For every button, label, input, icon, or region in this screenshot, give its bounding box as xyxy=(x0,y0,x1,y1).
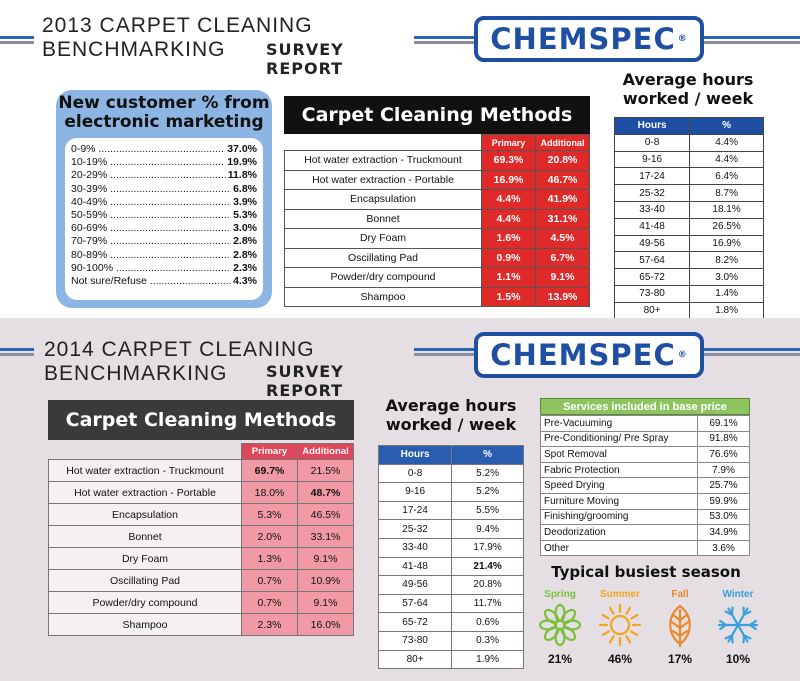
table-row xyxy=(285,170,590,190)
primary-value: 0.9% xyxy=(482,248,536,268)
range-label: Not sure/Refuse ..... xyxy=(71,275,231,288)
primary-value: 5.3% xyxy=(242,504,298,526)
method-name: Dry Foam xyxy=(49,548,242,570)
list-item xyxy=(71,183,257,196)
additional-value: 13.9% xyxy=(536,287,590,307)
title-box xyxy=(34,8,414,78)
hours-range: 17-24 xyxy=(379,501,452,520)
additional-value: 9.1% xyxy=(298,592,354,614)
hours-pct: 3.0% xyxy=(690,269,764,286)
additional-value: 46.7% xyxy=(536,170,590,190)
range-label: 90-100% ..... xyxy=(71,262,231,275)
range-value: 2.8% xyxy=(233,248,257,261)
table-row xyxy=(541,447,750,463)
col-hours: Hours xyxy=(379,446,452,465)
busiest-season-title: Typical busiest season xyxy=(551,563,741,581)
season-name: Summer xyxy=(599,589,640,600)
col-pct: % xyxy=(452,446,524,465)
report-title: 2014 CARPET CLEANING BENCHMARKING xyxy=(44,338,315,385)
method-name: Hot water extraction - Portable xyxy=(285,170,482,190)
season-summer xyxy=(592,589,648,666)
range-value: 5.3% xyxy=(233,209,257,222)
hours-pct: 5.2% xyxy=(452,464,524,483)
service-name: Speed Drying xyxy=(541,478,698,494)
hours-pct: 0.3% xyxy=(452,631,524,650)
hours-table-2013 xyxy=(614,117,764,320)
table-row xyxy=(615,285,764,302)
primary-value: 69.3% xyxy=(482,151,536,171)
services-table xyxy=(540,415,750,556)
hours-range: 57-64 xyxy=(615,252,690,269)
col-primary: Primary xyxy=(242,444,298,460)
col-pct: % xyxy=(690,118,764,135)
additional-value: 31.1% xyxy=(536,209,590,229)
range-value: 3.9% xyxy=(233,195,257,208)
table-row xyxy=(541,493,750,509)
list-item xyxy=(71,196,257,209)
col-primary: Primary xyxy=(482,135,536,151)
hours-range: 25-32 xyxy=(615,185,690,202)
table-row xyxy=(49,592,354,614)
hours-range: 33-40 xyxy=(379,538,452,557)
additional-value: 46.5% xyxy=(298,504,354,526)
table-row xyxy=(379,464,524,483)
method-name: Powder/dry compound xyxy=(285,268,482,288)
hours-pct: 0.6% xyxy=(452,613,524,632)
hours-range: 49-56 xyxy=(379,576,452,595)
registered-mark: ® xyxy=(677,34,688,44)
range-label: 50-59% ..... xyxy=(71,209,231,222)
new-customer-title: New customer % from electronic marketing xyxy=(58,93,270,132)
table-row xyxy=(615,168,764,185)
service-name: Deodorization xyxy=(541,525,698,541)
hours-pct: 5.2% xyxy=(452,483,524,502)
primary-value: 1.6% xyxy=(482,229,536,249)
method-name: Hot water extraction - Truckmount xyxy=(49,460,242,482)
additional-value: 9.1% xyxy=(536,268,590,288)
table-row xyxy=(541,462,750,478)
range-value: 19.9% xyxy=(227,156,257,169)
table-header-row xyxy=(285,135,590,151)
hours-range: 9-16 xyxy=(615,151,690,168)
table-row xyxy=(379,483,524,502)
chemspec-logo xyxy=(474,332,704,378)
table-row xyxy=(49,482,354,504)
primary-value: 4.4% xyxy=(482,209,536,229)
table-row xyxy=(541,416,750,432)
hours-title: Average hours worked / week xyxy=(385,396,517,434)
report-title: 2013 CARPET CLEANING BENCHMARKING xyxy=(42,14,313,61)
table-row xyxy=(49,526,354,548)
season-pct: 21% xyxy=(547,652,573,666)
table-row xyxy=(49,548,354,570)
hours-pct: 1.9% xyxy=(452,650,524,669)
service-value: 34.9% xyxy=(698,525,750,541)
hours-pct: 9.4% xyxy=(452,520,524,539)
services-title: Services included in base price xyxy=(540,398,750,415)
service-name: Fabric Protection xyxy=(541,462,698,478)
additional-value: 33.1% xyxy=(298,526,354,548)
season-fall xyxy=(652,589,708,666)
list-item xyxy=(71,275,257,288)
methods-title: Carpet Cleaning Methods xyxy=(48,400,354,440)
hours-pct: 4.4% xyxy=(690,134,764,151)
additional-value: 9.1% xyxy=(298,548,354,570)
service-name: Pre-Vacuuming xyxy=(541,416,698,432)
table-row xyxy=(541,478,750,494)
methods-table xyxy=(284,134,590,307)
sun-icon xyxy=(597,602,643,648)
service-value: 3.6% xyxy=(698,540,750,556)
range-value: 11.8% xyxy=(227,169,257,182)
chemspec-logo xyxy=(474,16,704,62)
additional-value: 41.9% xyxy=(536,190,590,210)
table-row xyxy=(615,134,764,151)
season-pct: 10% xyxy=(725,652,751,666)
range-value: 4.3% xyxy=(233,275,257,288)
primary-value: 0.7% xyxy=(242,592,298,614)
table-header-row xyxy=(49,444,354,460)
hours-range: 41-48 xyxy=(379,557,452,576)
primary-value: 1.1% xyxy=(482,268,536,288)
report-subtitle: SURVEY REPORT xyxy=(266,40,344,78)
hours-range: 57-64 xyxy=(379,594,452,613)
list-item xyxy=(71,222,257,235)
table-row xyxy=(379,650,524,669)
service-value: 7.9% xyxy=(698,462,750,478)
range-label: 20-29% ..... xyxy=(71,169,226,182)
table-row xyxy=(541,540,750,556)
hours-pct: 8.7% xyxy=(690,185,764,202)
hours-range: 25-32 xyxy=(379,520,452,539)
table-row xyxy=(379,538,524,557)
hours-range: 73-80 xyxy=(615,285,690,302)
table-row xyxy=(615,185,764,202)
method-name: Dry Foam xyxy=(285,229,482,249)
service-value: 69.1% xyxy=(698,416,750,432)
hours-range: 65-72 xyxy=(379,613,452,632)
additional-value: 6.7% xyxy=(536,248,590,268)
hours-pct: 18.1% xyxy=(690,201,764,218)
hours-pct: 1.4% xyxy=(690,285,764,302)
primary-value: 1.3% xyxy=(242,548,298,570)
range-label: 60-69% ..... xyxy=(71,222,231,235)
table-row xyxy=(615,269,764,286)
table-row xyxy=(615,235,764,252)
table-row xyxy=(285,209,590,229)
service-name: Spot Removal xyxy=(541,447,698,463)
hours-range: 17-24 xyxy=(615,168,690,185)
hours-range: 33-40 xyxy=(615,201,690,218)
table-row xyxy=(285,190,590,210)
table-row xyxy=(379,631,524,650)
table-row xyxy=(615,252,764,269)
table-row xyxy=(615,151,764,168)
hours-pct: 17.9% xyxy=(452,538,524,557)
additional-value: 4.5% xyxy=(536,229,590,249)
table-row xyxy=(541,509,750,525)
method-name: Shampoo xyxy=(49,614,242,636)
hours-range: 41-48 xyxy=(615,218,690,235)
range-value: 6.8% xyxy=(233,182,257,195)
leaf-icon xyxy=(657,602,703,648)
method-name: Oscillating Pad xyxy=(49,570,242,592)
range-label: 80-89% ..... xyxy=(71,249,231,262)
service-value: 91.8% xyxy=(698,431,750,447)
range-label: 0-9% ..... xyxy=(71,143,225,156)
method-name: Shampoo xyxy=(285,287,482,307)
season-pct: 17% xyxy=(667,652,693,666)
hours-pct: 21.4% xyxy=(452,557,524,576)
table-row xyxy=(379,501,524,520)
table-row xyxy=(285,229,590,249)
list-item xyxy=(71,249,257,262)
table-row xyxy=(615,218,764,235)
list-item xyxy=(71,209,257,222)
hours-range: 73-80 xyxy=(379,631,452,650)
additional-value: 10.9% xyxy=(298,570,354,592)
methods-title: Carpet Cleaning Methods xyxy=(284,96,590,134)
season-name: Winter xyxy=(722,589,754,600)
table-row xyxy=(49,614,354,636)
hours-pct: 1.8% xyxy=(690,302,764,319)
service-name: Other xyxy=(541,540,698,556)
new-customer-list xyxy=(65,138,263,300)
table-row xyxy=(379,557,524,576)
primary-value: 4.4% xyxy=(482,190,536,210)
service-value: 25.7% xyxy=(698,478,750,494)
title-box xyxy=(34,324,414,400)
list-item xyxy=(71,262,257,275)
list-item xyxy=(71,169,257,182)
service-name: Finishing/grooming xyxy=(541,509,698,525)
primary-value: 18.0% xyxy=(242,482,298,504)
method-name: Oscillating Pad xyxy=(285,248,482,268)
table-row xyxy=(285,287,590,307)
report-2013 xyxy=(0,0,800,320)
snowflake-icon xyxy=(715,602,761,648)
list-item xyxy=(71,235,257,248)
col-additional: Additional xyxy=(298,444,354,460)
table-row xyxy=(379,520,524,539)
season-pct: 46% xyxy=(607,652,633,666)
range-label: 10-19% ..... xyxy=(71,156,225,169)
service-name: Furniture Moving xyxy=(541,493,698,509)
method-name: Encapsulation xyxy=(49,504,242,526)
hours-pct: 16.9% xyxy=(690,235,764,252)
table-row xyxy=(49,504,354,526)
table-header-row xyxy=(379,446,524,465)
method-name: Bonnet xyxy=(49,526,242,548)
hours-pct: 11.7% xyxy=(452,594,524,613)
logo-text: CHEMSPEC xyxy=(490,22,676,56)
col-additional: Additional xyxy=(536,135,590,151)
hours-range: 0-8 xyxy=(615,134,690,151)
primary-value: 1.5% xyxy=(482,287,536,307)
hours-range: 65-72 xyxy=(615,269,690,286)
range-label: 40-49% ..... xyxy=(71,196,231,209)
season-name: Spring xyxy=(544,589,576,600)
table-row xyxy=(379,613,524,632)
hours-pct: 5.5% xyxy=(452,501,524,520)
service-value: 53.0% xyxy=(698,509,750,525)
hours-range: 80+ xyxy=(615,302,690,319)
primary-value: 2.0% xyxy=(242,526,298,548)
additional-value: 16.0% xyxy=(298,614,354,636)
hours-range: 80+ xyxy=(379,650,452,669)
range-value: 2.3% xyxy=(233,261,257,274)
table-row xyxy=(49,460,354,482)
hours-range: 9-16 xyxy=(379,483,452,502)
hours-pct: 4.4% xyxy=(690,151,764,168)
col-hours: Hours xyxy=(615,118,690,135)
table-row xyxy=(379,576,524,595)
hours-pct: 8.2% xyxy=(690,252,764,269)
season-name: Fall xyxy=(671,589,689,600)
services-panel xyxy=(540,398,750,556)
hours-title: Average hours worked / week xyxy=(622,70,754,108)
hours-pct: 26.5% xyxy=(690,218,764,235)
hours-range: 49-56 xyxy=(615,235,690,252)
list-item xyxy=(71,156,257,169)
primary-value: 2.3% xyxy=(242,614,298,636)
additional-value: 20.8% xyxy=(536,151,590,171)
service-name: Pre-Conditioning/ Pre Spray xyxy=(541,431,698,447)
season-winter xyxy=(710,589,766,666)
table-row xyxy=(615,201,764,218)
table-row xyxy=(379,594,524,613)
methods-table-2014 xyxy=(48,443,354,636)
range-value: 37.0% xyxy=(227,143,257,155)
hours-pct: 20.8% xyxy=(452,576,524,595)
table-row xyxy=(541,431,750,447)
list-item xyxy=(71,143,257,156)
additional-value: 21.5% xyxy=(298,460,354,482)
primary-value: 0.7% xyxy=(242,570,298,592)
hours-table-2014 xyxy=(378,445,524,669)
service-value: 59.9% xyxy=(698,493,750,509)
method-name: Encapsulation xyxy=(285,190,482,210)
method-name: Powder/dry compound xyxy=(49,592,242,614)
new-customer-panel xyxy=(56,90,272,308)
table-row xyxy=(49,570,354,592)
service-value: 76.6% xyxy=(698,447,750,463)
table-row xyxy=(541,525,750,541)
range-value: 3.0% xyxy=(233,222,257,235)
table-header-row xyxy=(615,118,764,135)
primary-value: 16.9% xyxy=(482,170,536,190)
hours-pct: 6.4% xyxy=(690,168,764,185)
table-row xyxy=(285,248,590,268)
primary-value: 69.7% xyxy=(242,460,298,482)
method-name: Hot water extraction - Portable xyxy=(49,482,242,504)
table-row xyxy=(615,302,764,319)
method-name: Bonnet xyxy=(285,209,482,229)
report-2014 xyxy=(0,318,800,681)
range-value: 2.8% xyxy=(233,235,257,248)
season-spring xyxy=(532,589,588,666)
registered-mark: ® xyxy=(677,350,688,360)
flower-icon xyxy=(537,602,583,648)
range-label: 30-39% ..... xyxy=(71,183,231,196)
range-label: 70-79% ..... xyxy=(71,235,231,248)
hours-range: 0-8 xyxy=(379,464,452,483)
additional-value: 48.7% xyxy=(298,482,354,504)
method-name: Hot water extraction - Truckmount xyxy=(285,151,482,171)
report-subtitle: SURVEY REPORT xyxy=(266,362,344,400)
methods-2013 xyxy=(284,96,590,307)
table-row xyxy=(285,268,590,288)
logo-text: CHEMSPEC xyxy=(490,338,676,372)
table-row xyxy=(285,151,590,171)
